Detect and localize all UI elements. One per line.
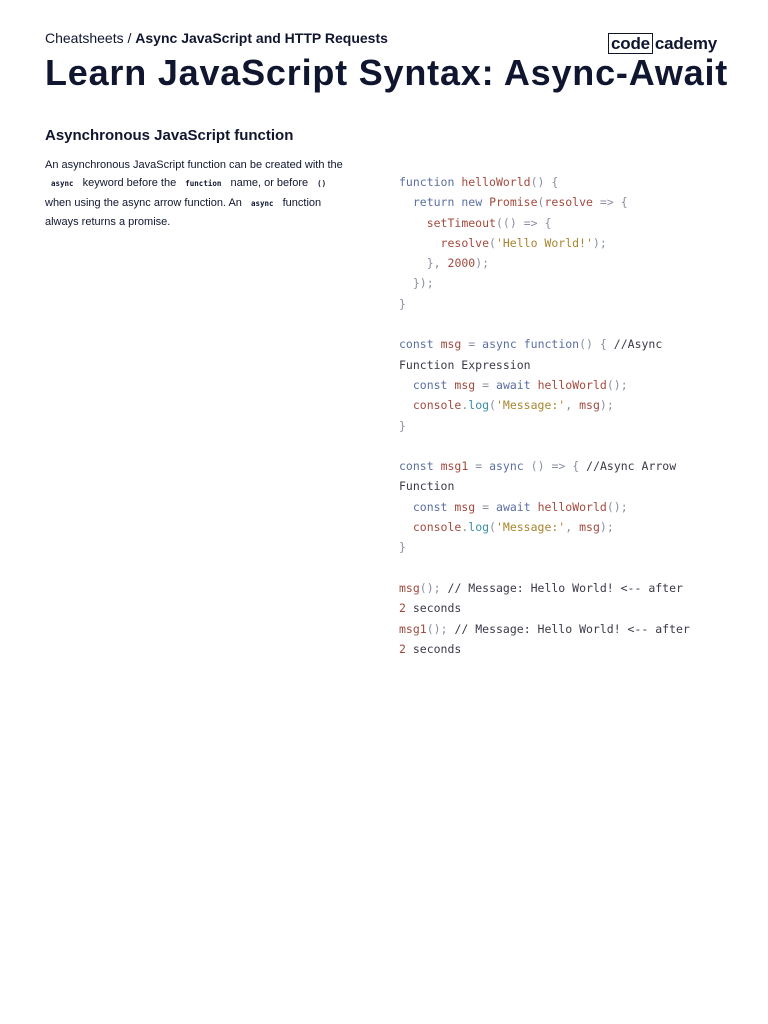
description-text-4: when using the async arrow function. An (45, 196, 242, 209)
breadcrumb-separator: / (123, 30, 136, 46)
code-line: } (399, 418, 406, 433)
code-line: }, 2000); (426, 256, 490, 271)
logo-boxed-text: code (608, 33, 653, 54)
code-line: Function Expression (399, 357, 531, 372)
breadcrumb-root-link[interactable]: Cheatsheets (45, 30, 124, 46)
inline-code-function: function (185, 179, 222, 189)
code-line (399, 558, 717, 578)
description-text-2: keyword before the (82, 177, 177, 190)
inline-code-async: async (51, 179, 74, 189)
code-line: msg(); // Message: Hello World! <-- after (399, 580, 683, 595)
code-line: const msg = await helloWorld(); (412, 377, 628, 392)
section-title: Asynchronous JavaScript function (45, 127, 294, 144)
inline-code-async-2: async (250, 198, 274, 208)
code-line: function helloWorld() { (399, 175, 559, 189)
breadcrumb-current-link[interactable]: Async JavaScript and HTTP Requests (135, 30, 388, 46)
code-line: msg1(); // Message: Hello World! <-- after (399, 621, 690, 636)
code-line: }); (412, 276, 434, 291)
code-line: } (399, 296, 406, 311)
code-line: setTimeout(() => { (426, 215, 552, 230)
description-text-3: name, or before (230, 177, 309, 190)
section-description (45, 156, 345, 231)
code-line: 2 seconds (399, 641, 462, 656)
code-line (399, 436, 717, 456)
description-text-5: function always returns a promise. (45, 196, 322, 228)
breadcrumb (45, 29, 388, 47)
code-line: const msg1 = async () => { //Async Arrow (399, 459, 677, 474)
inline-code-parens: () (317, 179, 327, 189)
logo-rest-text: cademy (654, 33, 718, 53)
code-line (399, 314, 717, 334)
code-line: resolve('Hello World!'); (440, 235, 607, 250)
code-line: return new Promise(resolve => { (412, 195, 628, 210)
code-line: const msg = await helloWorld(); (412, 499, 628, 514)
code-example (399, 172, 717, 659)
code-line: Function (399, 479, 455, 494)
page-title: Learn JavaScript Syntax: Async-Await (45, 52, 729, 93)
code-line: console.log('Message:', msg); (412, 520, 614, 535)
code-line: console.log('Message:', msg); (412, 398, 614, 413)
code-line: 2 seconds (399, 601, 462, 616)
code-line: } (399, 540, 406, 555)
description-text-1: An asynchronous JavaScript function can be created with the (45, 159, 343, 171)
code-line: const msg = async function() { //Async (399, 337, 663, 352)
